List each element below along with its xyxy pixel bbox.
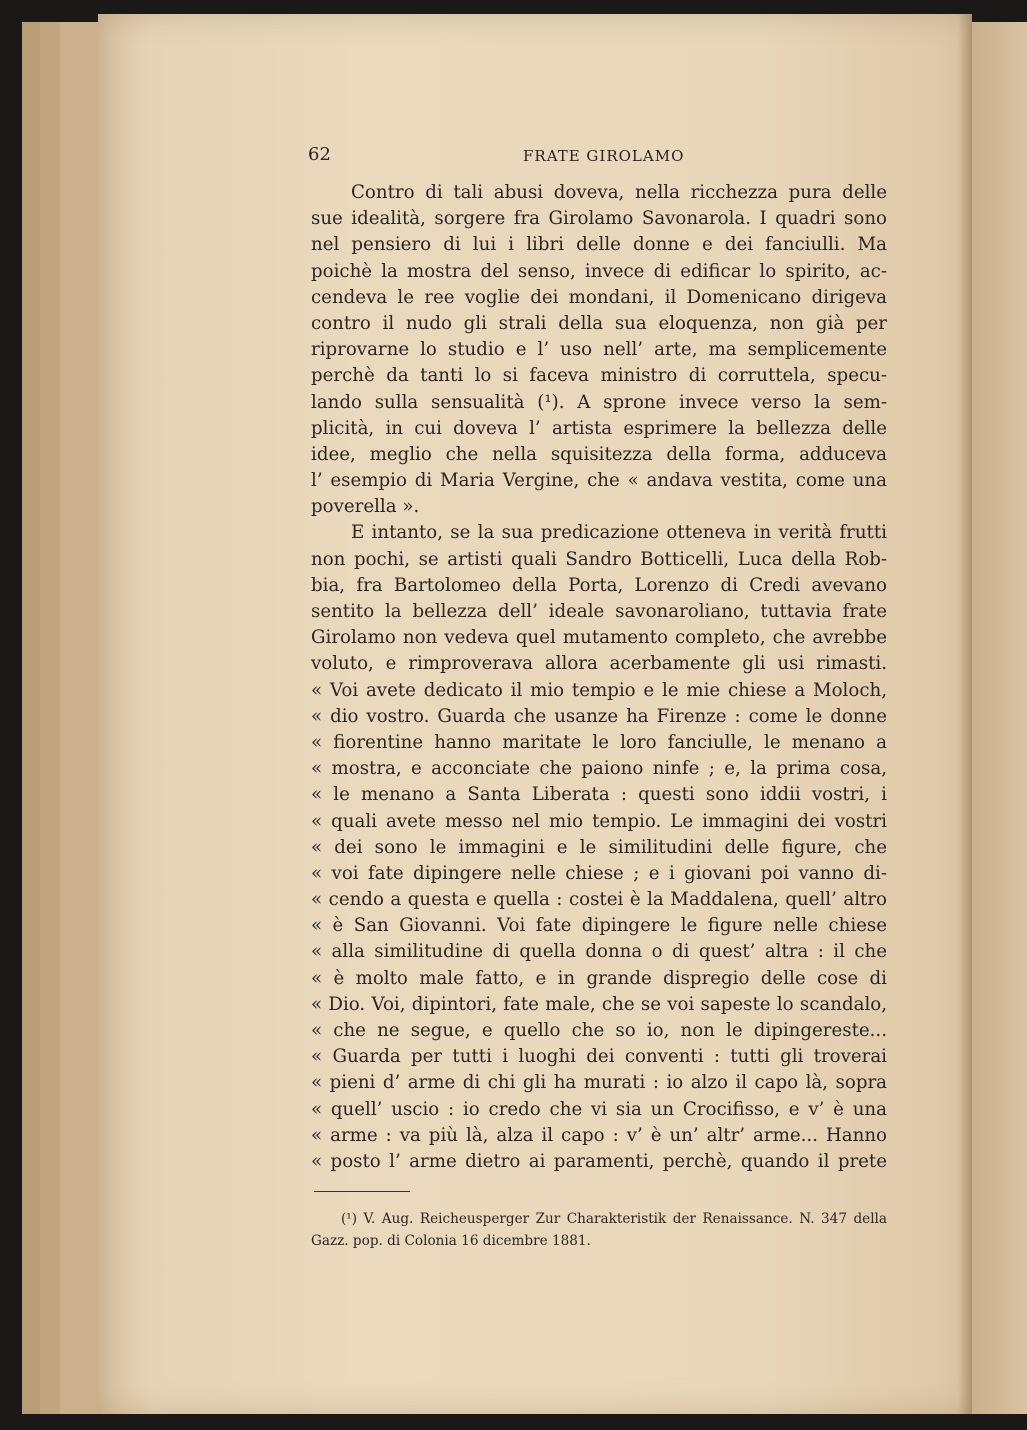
footnote-rule: [314, 1191, 410, 1192]
text-line: bia, fra Bartolomeo della Porta, Lorenzo di Credi avevano: [311, 574, 887, 596]
text-line: nel pensiero di lui i libri delle donne e dei fanciulli. Ma: [311, 234, 887, 256]
text-line: poverella ».: [311, 496, 420, 518]
text-line: « le menano a Santa Liberata : questi sono iddii vostri, i: [311, 784, 887, 806]
text-line: « Guarda per tutti i luoghi dei conventi : tutti gli troverai: [311, 1046, 887, 1068]
text-line: « mostra, e acconciate che paiono ninfe ; e, la prima cosa,: [311, 758, 887, 780]
text-line: « Voi avete dedicato il mio tempio e le mie chiese a Moloch,: [311, 679, 887, 701]
body-text: [311, 180, 887, 1175]
text-line: « quell’ uscio : io credo che vi sia un Crocifisso, e v’ è una: [311, 1098, 887, 1120]
page-number: 62: [308, 144, 331, 165]
text-line: perchè da tanti lo si faceva ministro di corruttela, specu-: [311, 365, 887, 387]
text-line: plicità, in cui doveva l’ artista esprimere la bellezza delle: [311, 417, 887, 439]
page-gutter-shadow: [958, 14, 972, 1414]
footnote-line: Gazz. pop. di Colonia 16 dicembre 1881.: [311, 1233, 591, 1249]
text-line: « è molto male fatto, e in grande dispregio delle cose di: [311, 967, 887, 989]
text-line: non pochi, se artisti quali Sandro Botticelli, Luca della Rob-: [311, 548, 887, 570]
text-line: « è San Giovanni. Voi fate dipingere le figure nelle chiese: [311, 915, 887, 937]
text-line: sentito la bellezza dell’ ideale savonaroliano, tuttavia frate: [311, 601, 887, 622]
text-line: « pieni d’ arme di chi gli ha murati : io alzo il capo là, sopra: [311, 1072, 887, 1094]
text-line: sue idealità, sorgere fra Girolamo Savonarola. I quadri sono: [311, 208, 887, 230]
running-title: FRATE GIROLAMO: [523, 147, 685, 165]
text-line: « dei sono le immagini e le similitudini delle figure, che: [311, 836, 887, 858]
text-line: contro il nudo gli strali della sua eloquenza, non già per: [311, 312, 887, 334]
text-line: « dio vostro. Guarda che usanze ha Firenze : come le donne: [311, 705, 887, 727]
text-line: « fiorentine hanno maritate le loro fanciulle, le menano a: [311, 731, 887, 753]
text-line: E intanto, se la sua predicazione otteneva in verità frutti: [351, 522, 887, 544]
text-line: « voi fate dipingere nelle chiese ; e i giovani poi vanno di-: [311, 862, 887, 884]
text-line: « quali avete messo nel mio tempio. Le immagini dei vostri: [311, 810, 887, 832]
text-line: poichè la mostra del senso, invece di edificar lo spirito, ac-: [311, 260, 887, 282]
text-line: voluto, e rimproverava allora acerbamente gli usi rimasti.: [311, 653, 887, 675]
footnotes: [311, 1208, 887, 1252]
text-line: lando sulla sensualità (¹). A sprone invece verso la sem-: [311, 391, 887, 413]
facing-page-edge: [968, 22, 1027, 1414]
page-header: [308, 144, 888, 168]
text-line: idee, meglio che nella squisitezza della forma, adduceva: [311, 443, 887, 465]
text-line: Girolamo non vedeva quel mutamento completo, che avrebbe: [311, 627, 887, 649]
text-line: « cendo a questa e quella : costei è la Maddalena, quell’ altro: [311, 889, 887, 911]
text-line: « che ne segue, e quello che so io, non le dipingereste...: [311, 1020, 887, 1041]
text-line: « arme : va più là, alza il capo : v’ è un’ altr’ arme... Hanno: [311, 1124, 887, 1146]
text-line: « alla similitudine di quella donna o di quest’ altra : il che: [311, 941, 887, 963]
text-line: « posto l’ arme dietro ai paramenti, perchè, quando il prete: [311, 1150, 887, 1172]
text-line: l’ esempio di Maria Vergine, che « andava vestita, come una: [311, 470, 887, 492]
text-line: « Dio. Voi, dipintori, fate male, che se voi sapeste lo scandalo,: [311, 993, 887, 1015]
text-line: riprovarne lo studio e l’ uso nell’ arte, ma semplicemente: [311, 339, 887, 361]
text-line: cendeva le ree voglie dei mondani, il Domenicano dirigeva: [311, 286, 887, 308]
text-line: Contro di tali abusi doveva, nella ricchezza pura delle: [351, 182, 887, 203]
footnote-line: (¹) V. Aug. Reicheusperger Zur Charakteristik der Renaissance. N. 347 della: [341, 1211, 887, 1227]
